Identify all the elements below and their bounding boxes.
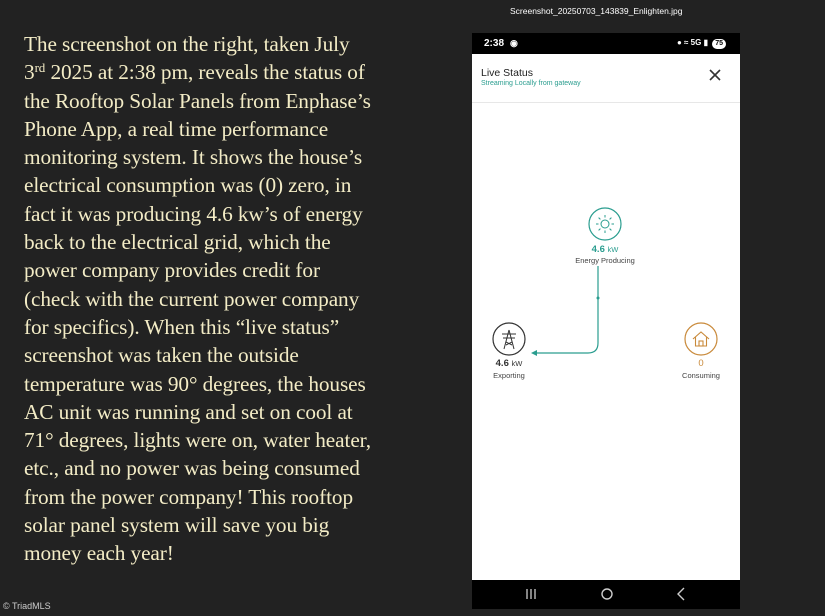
description-line: screenshot was taken the outside [24, 343, 299, 368]
status-time: 2:38 [484, 38, 505, 49]
description-line: electrical consumption was (0) zero, in [24, 173, 352, 198]
network-label: 5G [690, 38, 702, 47]
home-label: Consuming [682, 371, 720, 380]
live-status-screen [472, 54, 740, 580]
description-line: Phone App, a real time performance [24, 116, 329, 141]
description-text [24, 30, 464, 568]
description-line: (check with the current power company [24, 286, 360, 311]
grid-label: Exporting [493, 371, 525, 380]
description-line: AC unit was running and set on cool at [24, 399, 353, 424]
description-line: solar panel system will save you big [24, 513, 330, 538]
status-bar [472, 33, 740, 55]
description-line: etc., and no power was being consumed [24, 456, 360, 481]
description-line: from the power company! This rooftop [24, 484, 353, 509]
description-line: money each year! [24, 541, 174, 566]
home-icon[interactable] [592, 584, 622, 604]
home-node [685, 323, 717, 355]
back-icon[interactable] [666, 584, 696, 604]
solar-node [589, 208, 621, 240]
description-line: the Rooftop Solar Panels from Enphase’s [24, 88, 371, 113]
description-line: monitoring system. It shows the house’s [24, 145, 363, 170]
notification-icon: ◉ [510, 38, 518, 48]
page-title: Live Status [481, 67, 533, 79]
flow-arrow-icon [531, 350, 537, 356]
energy-flow-diagram [472, 54, 740, 580]
description-line: for specifics). When this “live status” [24, 314, 340, 339]
solar-label: Energy Producing [575, 256, 635, 265]
flow-line [534, 266, 598, 353]
wifi-icon: ≈ [684, 38, 689, 47]
description-line: The screenshot on the right, taken July [24, 32, 350, 56]
phone-screen [472, 33, 740, 609]
description-line: fact it was producing 4.6 kw’s of energy [24, 201, 363, 226]
watermark: © TriadMLS [3, 601, 51, 611]
recents-icon[interactable] [516, 584, 546, 604]
flow-dot [597, 297, 600, 300]
android-nav-bar [472, 580, 740, 609]
battery-badge: 75 [712, 39, 726, 49]
location-icon: ● [676, 38, 682, 47]
description-line: 3rd 2025 at 2:38 pm, reveals the status of [24, 60, 365, 85]
file-name: Screenshot_20250703_143839_Enlighten.jpg [510, 6, 683, 16]
home-value: 0 [698, 358, 704, 369]
signal-icon: ▮ [703, 38, 708, 47]
solar-value: 4.6 kW [591, 244, 619, 255]
description-line: temperature was 90° degrees, the houses [24, 371, 366, 396]
page-subtitle: Streaming Locally from gateway [481, 80, 581, 87]
description-line: 71° degrees, lights were on, water heater, [24, 428, 372, 453]
status-indicators [677, 38, 726, 49]
grid-node [493, 323, 525, 355]
description-line: back to the electrical grid, which the [24, 230, 331, 255]
grid-value: 4.6 kW [495, 358, 523, 369]
description-line: power company provides credit for [24, 258, 320, 283]
